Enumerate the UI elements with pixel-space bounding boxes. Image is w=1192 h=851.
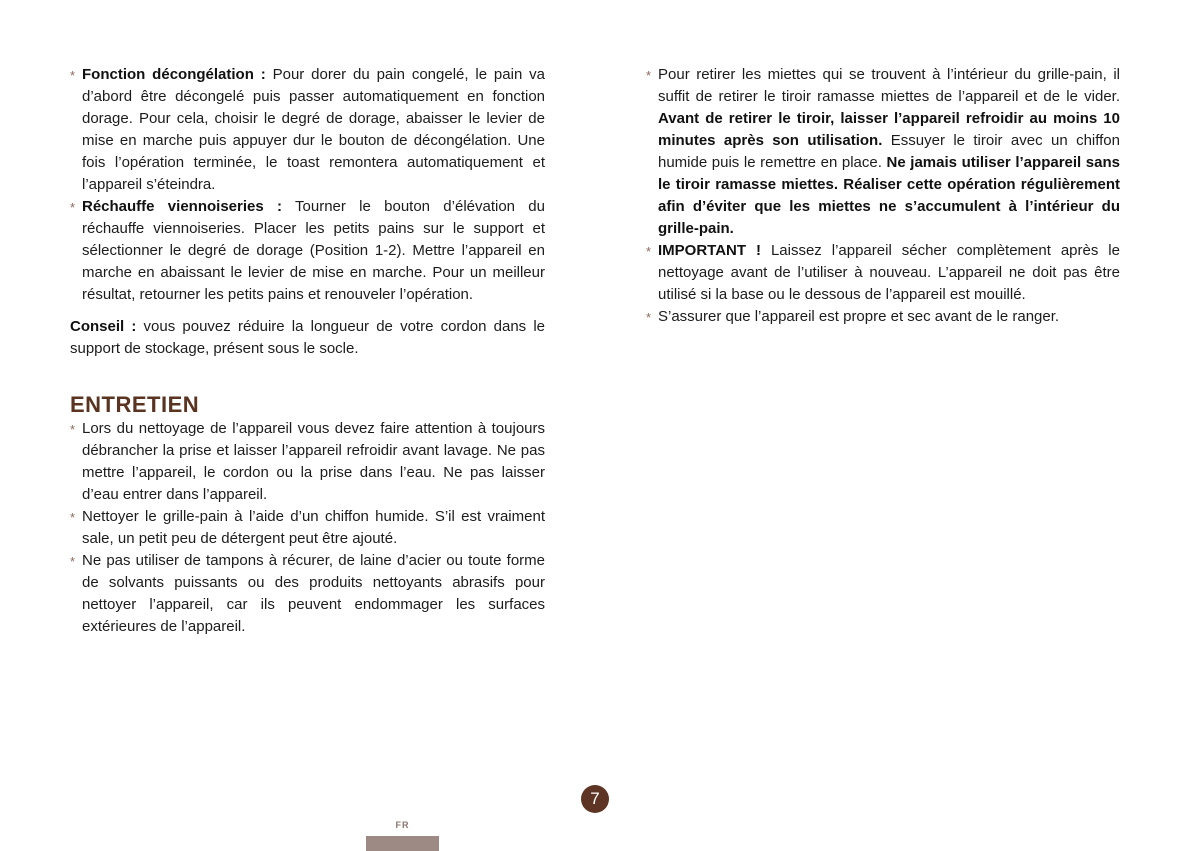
feature-title: Fonction décongélation : <box>82 66 266 83</box>
asterisk-bullet-icon: * <box>646 68 652 83</box>
feature-text: Tourner le bouton d’élévation du réchauffe viennoiseries. Placer les petits pains sur le support et sélectionner le degré de dorage (Position 1-2). Mettre l’appareil en marche en abaissant le levier de mise en marche. Pour un meilleur résultat, retourner les petits pains et renouveler l’opération. <box>82 198 545 303</box>
asterisk-bullet-icon: * <box>70 554 76 569</box>
asterisk-bullet-icon: * <box>646 310 652 325</box>
asterisk-bullet-icon: * <box>70 200 76 215</box>
cleaning-list <box>646 64 1120 328</box>
asterisk-bullet-icon: * <box>646 244 652 259</box>
feature-title: Réchauffe viennoiseries : <box>82 198 282 215</box>
section-title: ENTRETIEN <box>70 392 200 417</box>
storage-text: S’assurer que l’appareil est propre et sec avant de le ranger. <box>658 308 1060 325</box>
cleaning-text: Pour retirer les miettes qui se trouvent à l’intérieur du grille-pain, il suffit de retirer le tiroir ramasse miettes de l’appareil et de le vider. <box>658 66 1120 105</box>
list-item <box>70 64 545 196</box>
right-column <box>646 64 1120 328</box>
page-number: 7 <box>581 785 609 813</box>
asterisk-bullet-icon: * <box>70 510 76 525</box>
feature-text: Pour dorer du pain congelé, le pain va d’abord être décongelé puis passer automatiquement en fonction dorage. Pour cela, choisir le degré de dorage, abaisser le levier de mise en marche puis appuyer dur le bouton de décongélation. Une fois l’opération terminée, le toast remontera automatiquement et l’appareil s’éteindra. <box>82 66 546 193</box>
important-label: IMPORTANT ! <box>658 242 761 259</box>
left-column <box>70 64 545 638</box>
cleaning-text: Essuyer le tiroir avec un chiffon humide puis le remettre en place. <box>658 132 1120 171</box>
list-item <box>70 506 545 550</box>
list-item <box>646 64 1120 240</box>
entretien-text: Nettoyer le grille-pain à l’aide d’un chiffon humide. S’il est vraiment sale, un petit peu de détergent peut être ajouté. <box>82 508 545 547</box>
entretien-text: Lors du nettoyage de l’appareil vous devez faire attention à toujours débrancher la prise et laisser l’appareil refroidir avant lavage. Ne pas mettre l’appareil, le cordon ou la prise dans l’eau. Ne pas laisser d’eau entrer dans l’appareil. <box>82 420 545 503</box>
list-item <box>646 240 1120 306</box>
entretien-text: Ne pas utiliser de tampons à récurer, de laine d’acier ou toute forme de solvants puissants ou des produits nettoyants abrasifs pour nettoyer l’appareil, car ils peuvent endommager les surfaces extérieures de l’appareil. <box>82 552 545 635</box>
list-item <box>646 306 1120 328</box>
important-text: Laissez l’appareil sécher complètement après le nettoyage avant de l’utiliser à nouveau. L’appareil ne doit pas être utilisé si la base ou le dessous de l’appareil est mouillé. <box>658 242 1120 303</box>
feature-list <box>70 64 545 306</box>
cleaning-warning: Ne jamais utiliser l’appareil sans le tiroir ramasse miettes. Réaliser cette opération régulièrement afin d’éviter que les miettes ne s’accumulent à l’intérieur du grille-pain. <box>658 154 1120 237</box>
asterisk-bullet-icon: * <box>70 68 76 83</box>
entretien-list <box>70 418 545 638</box>
cleaning-warning: Avant de retirer le tiroir, laisser l’appareil refroidir au moins 10 minutes après son utilisation. <box>658 110 1120 149</box>
list-item <box>70 196 545 306</box>
list-item <box>70 418 545 506</box>
asterisk-bullet-icon: * <box>70 422 76 437</box>
conseil-label: Conseil : <box>70 318 137 335</box>
language-tab-bar <box>366 836 439 851</box>
list-item <box>70 550 545 638</box>
language-label: FR <box>395 820 410 830</box>
conseil-text: vous pouvez réduire la longueur de votre cordon dans le support de stockage, présent sous le socle. <box>70 318 546 357</box>
conseil-note <box>70 316 545 360</box>
